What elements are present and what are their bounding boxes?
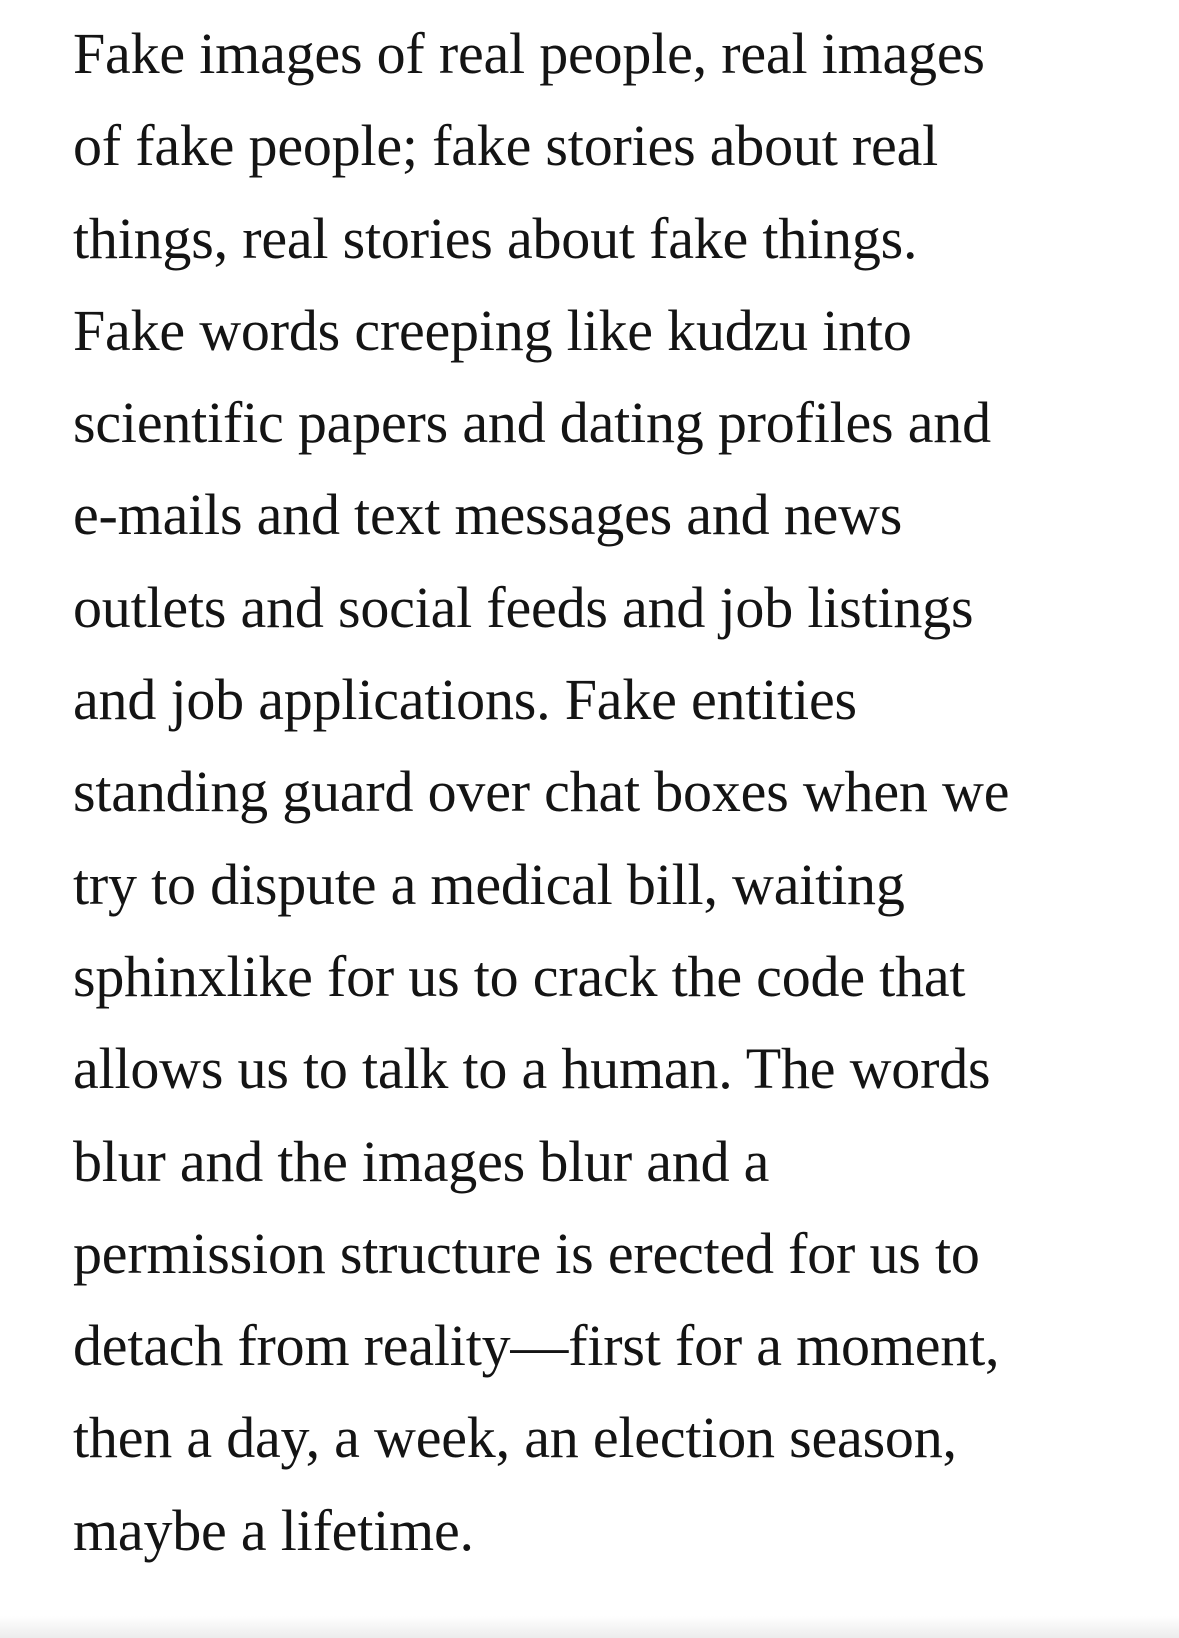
paragraph-line: try to dispute a medical bill, waiting: [73, 851, 905, 917]
paragraph-line: permission structure is erected for us to: [73, 1220, 980, 1286]
paragraph-line: sphinxlike for us to crack the code that: [73, 943, 966, 1009]
paragraph-line: outlets and social feeds and job listings: [73, 574, 974, 640]
paragraph-line: blur and the images blur and a: [73, 1128, 770, 1194]
paragraph-line: and job applications. Fake entities: [73, 667, 857, 733]
paragraph-line: maybe a lifetime.: [73, 1497, 474, 1563]
article-paragraph: [73, 8, 1163, 1577]
paragraph-line: detach from reality—first for a moment,: [73, 1313, 1000, 1379]
paragraph-line: Fake words creeping like kudzu into: [73, 297, 912, 363]
paragraph-line: allows us to talk to a human. The words: [73, 1036, 991, 1102]
page-bottom-edge: [0, 1616, 1179, 1638]
paragraph-line: scientific papers and dating profiles and: [73, 390, 991, 456]
paragraph-line: things, real stories about fake things.: [73, 205, 918, 271]
paragraph-line: then a day, a week, an election season,: [73, 1405, 957, 1471]
paragraph-line: e-mails and text messages and news: [73, 482, 903, 548]
paragraph-line: Fake images of real people, real images: [73, 21, 985, 86]
paragraph-line: standing guard over chat boxes when we: [73, 759, 1010, 825]
paragraph-line: of fake people; fake stories about real: [73, 113, 939, 179]
